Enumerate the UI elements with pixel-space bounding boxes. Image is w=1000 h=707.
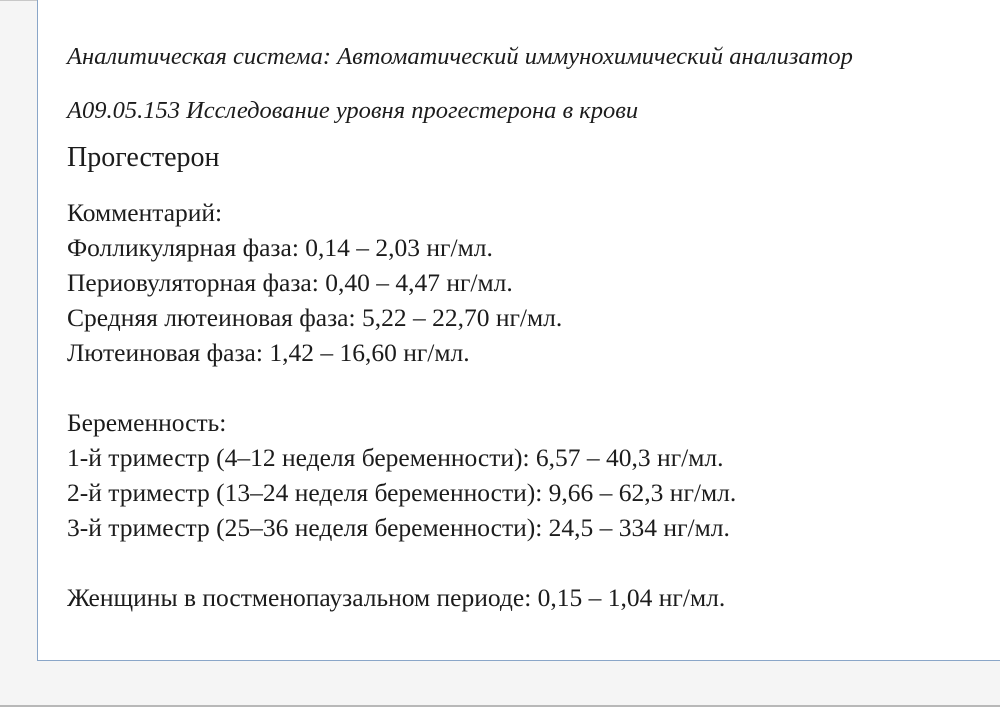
analyte-heading: Прогестерон xyxy=(67,142,220,173)
comment-section xyxy=(67,195,1000,370)
pregnancy-label: Беременность: xyxy=(67,408,227,437)
luteal-phase-range: Лютеиновая фаза: 1,42 – 16,60 нг/мл. xyxy=(67,338,470,367)
analytic-system-line: Аналитическая система: Автоматический иммунохимический анализатор xyxy=(67,43,853,70)
periovulatory-phase-range: Периовуляторная фаза: 0,40 – 4,47 нг/мл. xyxy=(67,268,513,297)
trimester-1-range: 1-й триместр (4–12 неделя беременности): 6,57 – 40,3 нг/мл. xyxy=(67,443,724,472)
follicular-phase-range: Фолликулярная фаза: 0,14 – 2,03 нг/мл. xyxy=(67,233,493,262)
trimester-3-range: 3-й триместр (25–36 неделя беременности): 24,5 – 334 нг/мл. xyxy=(67,513,730,542)
document-page xyxy=(37,0,1000,661)
comment-label: Комментарий: xyxy=(67,198,223,227)
postmenopause-range: Женщины в постменопаузальном периоде: 0,15 – 1,04 нг/мл. xyxy=(67,583,726,612)
trimester-2-range: 2-й триместр (13–24 неделя беременности): 9,66 – 62,3 нг/мл. xyxy=(67,478,737,507)
mid-luteal-phase-range: Средняя лютеиновая фаза: 5,22 – 22,70 нг/мл. xyxy=(67,303,563,332)
document-content xyxy=(67,37,1000,615)
pregnancy-section xyxy=(67,405,1000,545)
test-code-title: A09.05.153 Исследование уровня прогестерона в крови xyxy=(67,97,639,124)
